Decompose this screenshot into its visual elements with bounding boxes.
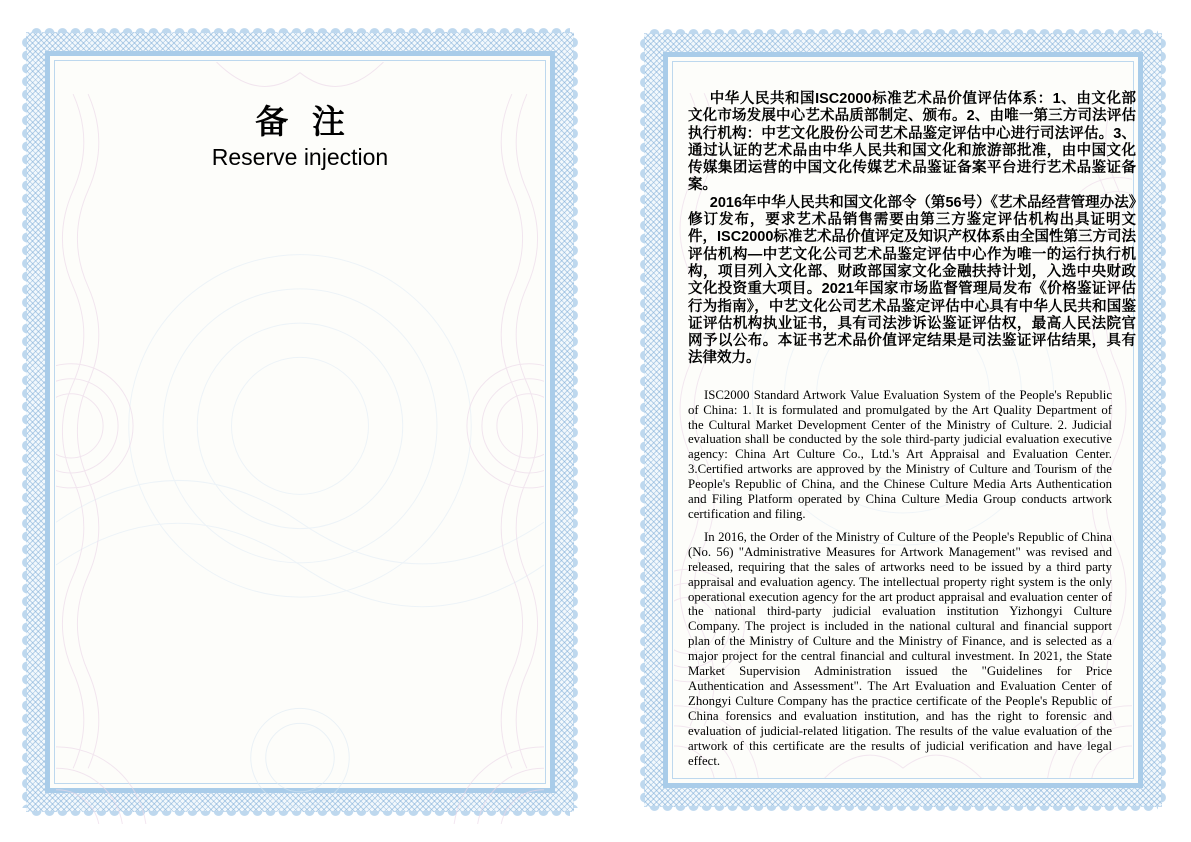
description-page (642, 31, 1164, 809)
scallop-edge-top (648, 28, 1158, 34)
scallop-edge-bottom (648, 806, 1158, 812)
remarks-title-en: Reserve injection (211, 143, 389, 170)
scallop-edge-left (639, 37, 645, 803)
remarks-title-cn: 备 注 (255, 103, 353, 140)
remarks-page (24, 30, 576, 814)
remarks-content (56, 62, 544, 782)
cn-paragraph-1: 中华人民共和国ISC2000标准艺术品价值评估体系：1、由文化部文化市场发展中心艺术品质部制定、颁布。2、由唯一第三方司法评估执行机构：中艺文化股份公司艺术品鉴定评估中心进行司法评估。3、通过认证的艺术品由中华人民共和国文化和旅游部批准，由中国文化传媒集团运营的中国文化传媒艺术品鉴证备案平台进行艺术品鉴证备案。 (688, 91, 1136, 194)
en-paragraph-1: ISC2000 Standard Artwork Value Evaluation System of the People's Republic of China: 1. It is formulated and promulgated by the Art Quality Department of the Cultural Market Development Center of the Ministry of Culture. 2. Judicial evaluation shall be conducted by the sole third-party judicial evaluation executive agency: China Art Culture Co., Ltd.'s Art Appraisal and Evaluation Center. 3.Certified artworks are approved by the Ministry of Culture and Tourism of the People's Republic of China, and the Chinese Culture Media Arts Authentication and Filing Platform operated by China Culture Media Group conducts artwork certification and filing. (688, 387, 1112, 521)
cn-paragraph-2: 2016年中华人民共和国文化部令（第56号）《艺术品经营管理办法》修订发布，要求艺术品销售需要由第三方鉴定评估机构出具证明文件，ISC2000标准艺术品价值评定及知识产权体系由全国性第三方司法评估机构—中艺文化公司艺术品鉴定评估中心作为唯一的运行执行机构，项目列入文化部、财政部国家文化金融扶持计划，入选中央财政文化投资重大项目。2021年国家市场监督管理局发布《价格鉴证评估行为指南》，中艺文化公司艺术品鉴定评估中心具有中华人民共和国鉴证评估机构执业证书，具有司法涉诉讼鉴证评估权，最高人民法院官网予以公布。本证书艺术品价值评定结果是司法鉴证评估结果，具有法律效力。 (688, 194, 1136, 367)
en-paragraph-2: In 2016, the Order of the Ministry of Culture of the People's Republic of China (No. 56) "Administrative Measures for Artwork Management" was revised and released, requiring that the sales of artworks need to be issued by a third party appraisal and evaluation agency. The intellectual property right system is the only operational execution agency for the art product appraisal and evaluation center of the national third-party judicial evaluation institution Yizhongyi Culture Company. The project is included in the national cultural and financial support plan of the Ministry of Culture and the Ministry of Finance, and is selected as a major project for the central financial and cultural investment. In 2021, the State Market Supervision Administration issued the "Guidelines for Price Authentication and Assessment". The Art Evaluation and Evaluation Center of Zhongyi Culture Company has the practice certificate of the People's Republic of China forensics and evaluation institution, and has the right to forensic and evaluation of judicial-related litigation. The results of the value evaluation of the artwork of this certificate are the results of judicial verification and have legal effect. (688, 529, 1112, 768)
scallop-edge-right (573, 36, 579, 808)
scallop-edge-bottom (30, 811, 570, 817)
scallop-edge-right (1161, 37, 1167, 803)
scallop-edge-top (30, 27, 570, 33)
description-content (688, 57, 1136, 783)
english-translation-block (688, 388, 1112, 769)
scallop-edge-left (21, 36, 27, 808)
